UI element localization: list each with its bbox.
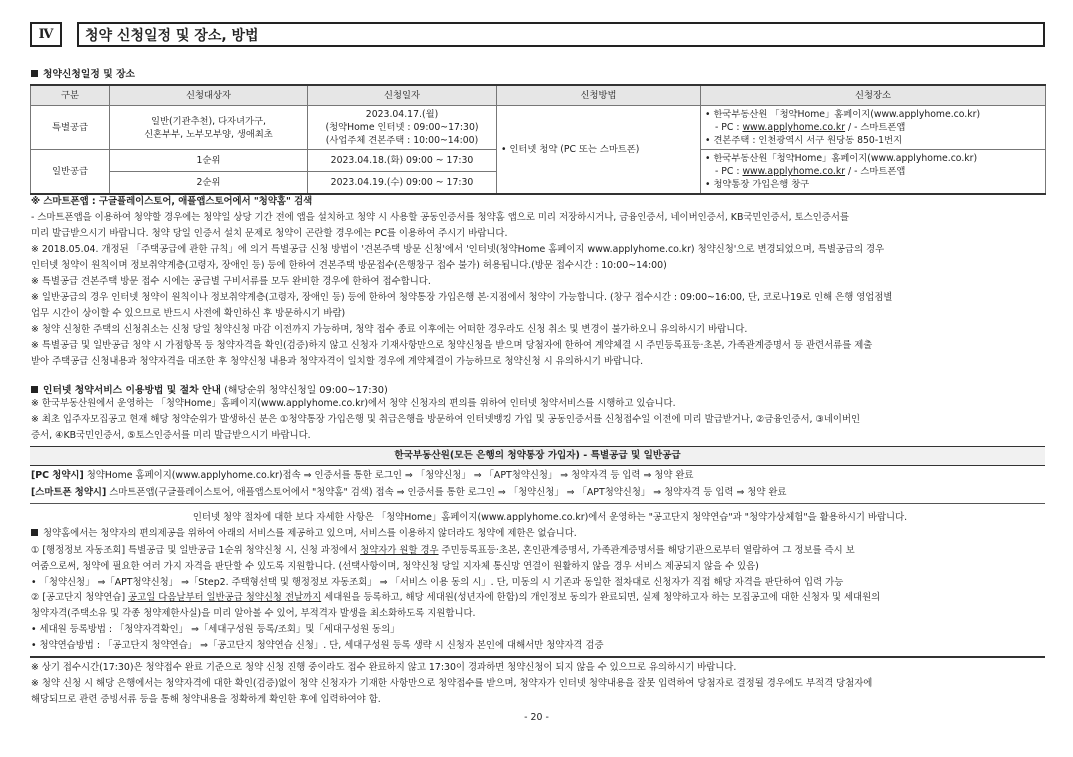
note-line: ※ 특별공급 및 일반공급 청약 시 가점항목 등 청약자격을 확인(검증)하지 않고 신청자 기재사항만으로 청약신청을 받으며 당첨자에 한하여 계약체결 시 주민등록표등·초본, 가족관계증명서 등 관련서류를 제출	[31, 340, 873, 351]
general-supply-label: 일반공급	[31, 150, 110, 194]
section-title-box	[77, 22, 1045, 47]
service-line: 여줌으로써, 청약에 필요한 여러 가지 자격을 판단할 수 있도록 지원합니다. (선택사항이며, 청약신청 당일 지자체 통신망 연결이 원활하지 않을 경우 서비스 제공되지 않을 수 있음)	[31, 561, 759, 572]
section-number: Ⅳ	[38, 27, 54, 42]
service-line: 청약자격(주택소유 및 각종 청약제한사실)을 미리 알아볼 수 있어, 부적격자 발생을 최소화하도록 지원합니다.	[31, 608, 476, 619]
internet-service-heading: 인터넷 청약서비스 이용방법 및 절차 안내 (해당순위 청약신청일 09:00~17:30)	[31, 382, 388, 396]
note-line: - 스마트폰앱을 이용하여 청약할 경우에는 청약일 상당 기간 전에 앱을 설치하고 청약 시 사용할 공동인증서를 청약홈 앱으로 미리 저장하시거나, 금융인증서, 네이버인증서, KB국민인증서, 토스인증서를	[31, 212, 849, 223]
pc-procedure: [PC 청약시] 청약Home 홈페이지(www.applyhome.co.kr)접속 ⇒ 인증서를 통한 로그인 ⇒ 「청약신청」 ⇒ 「APT청약신청」 ⇒ 청약자격 등 입력 ⇒ 청약 완료	[31, 470, 694, 481]
note-line: ※ 한국부동산원에서 운영하는 「청약Home」홈페이지(www.applyhome.co.kr)에서 청약 신청자의 편의를 위하여 인터넷 청약서비스를 시행하고 있습니다.	[31, 398, 676, 409]
service-line: • 청약연습방법 : 「공고단지 청약연습」 ⇒「공고단지 청약연습 신청」. 단, 세대구성원 등록 생략 시 신청자 본인에 대해서만 청약자격 검증	[31, 640, 604, 651]
service-line: • 「청약신청」 ⇒「APT청약신청」 ⇒「Step2. 주택형선택 및 행정정보 자동조회」 ⇒ 「서비스 이용 동의 시」. 단, 미동의 시 기존과 동일한 절차대로 신청자가 직접 해당 자격을 판단하여 입력 가능	[31, 577, 844, 588]
note-line: 업무 시간이 상이할 수 있으므로 반드시 사전에 확인하신 후 방문하시기 바람)	[31, 308, 346, 319]
section-number-box	[30, 22, 62, 47]
table-header-cell: 신청방법	[497, 85, 701, 106]
section-title: 청약 신청일정 및 장소, 방법	[85, 27, 259, 44]
table-header-cell: 구분	[31, 85, 110, 106]
service-item: ② [공고단지 청약연습] 공고일 다음날부터 일반공급 청약신청 전날까지 세대원을 등록하고, 해당 세대원(성년자에 한함)의 개인정보 동의가 완료되면, 실제 청약하고자 하는 모집공고에 대한 신청자 및 세대원의	[31, 592, 881, 603]
special-target-cell: 일반(기관추천), 다자녀가구, 신혼부부, 노부모부양, 생애최초	[110, 106, 308, 150]
rank2-date: 2023.04.19.(수) 09:00 ~ 17:30	[308, 172, 497, 194]
rank1-target: 1순위	[110, 150, 308, 172]
schedule-table	[30, 84, 1046, 195]
method-cell: • 인터넷 청약 (PC 또는 스마트폰)	[497, 106, 701, 194]
final-note: ※ 상기 접수시간(17:30)은 청약접수 완료 기준으로 청약 신청 진행 중이라도 접수 완료하지 않고 17:30이 경과하면 청약신청이 되지 않을 수 있으므로 유의하시기 바랍니다.	[31, 662, 737, 673]
note-line: ※ 청약 신청한 주택의 신청취소는 신청 당일 청약신청 마감 이전까지 가능하며, 청약 접수 종료 이후에는 어떠한 경우라도 신청 취소 및 변경이 불가하오니 유의하시기 바랍니다.	[31, 324, 748, 335]
square-bullet-icon	[31, 70, 38, 77]
rank1-date: 2023.04.18.(화) 09:00 ~ 17:30	[308, 150, 497, 172]
special-place-cell: • 한국부동산원 「청약Home」홈페이지(www.applyhome.co.kr) - PC : www.applyhome.co.kr / - 스마트폰앱 • 견본주택 : 인천광역시 서구 원당동 850-1번지	[701, 106, 1046, 150]
square-bullet-icon	[31, 529, 38, 536]
final-note: 해당되므로 관련 증빙서류 등을 통해 청약내용을 정확하게 확인한 후에 입력하여야 함.	[31, 694, 381, 705]
smartphone-procedure: [스마트폰 청약시] 스마트폰앱(구글플레이스토어, 애플앱스토어에서 "청약홈" 검색) 접속 ⇒ 인증서를 통한 로그인 ⇒ 「청약신청」 ⇒ 「APT청약신청」 ⇒ 청약자격 등 입력 ⇒ 청약 완료	[31, 487, 787, 498]
note-line: 미리 발급받으시기 바랍니다. 청약 당일 인증서 설치 문제로 청약이 곤란할 경우에는 PC를 이용하여 주시기 바랍니다.	[31, 228, 508, 239]
page-number: - 20 -	[524, 712, 549, 723]
general-place-cell: • 한국부동산원「청약Home」홈페이지(www.applyhome.co.kr) - PC : www.applyhome.co.kr / - 스마트폰앱 • 청약통장 가입은행 창구	[701, 150, 1046, 194]
service-line: • 세대원 등록방법 : 「청약자격확인」 ⇒「세대구성원 등록/조회」및「세대구성원 동의」	[31, 624, 400, 635]
note-line: 인터넷 청약이 원칙이며 정보취약계층(고령자, 장애인 등) 등에 한하여 견본주택 방문접수(은행창구 접수 불가) 허용됩니다.(방문 접수시간 : 10:00~14:00)	[31, 260, 667, 271]
procedure-band: 한국부동산원(모든 은행의 청약통장 가입자) - 특별공급 및 일반공급	[30, 446, 1045, 466]
applyhome-link[interactable]: www.applyhome.co.kr	[742, 122, 846, 133]
divider	[30, 656, 1045, 658]
square-bullet-icon	[31, 386, 38, 393]
divider	[30, 503, 1045, 504]
applyhome-link[interactable]: www.applyhome.co.kr	[742, 165, 846, 177]
table-header-cell: 신청장소	[701, 85, 1046, 106]
table-header-cell: 신청일자	[308, 85, 497, 106]
special-date-cell: 2023.04.17.(월) (청약Home 인터넷 : 09:00~17:30) (사업주체 견본주택 : 10:00~14:00)	[308, 106, 497, 150]
note-line: 받아 주택공급 신청내용과 청약자격을 대조한 후 청약신청 내용과 청약자격이 일치할 경우에 계약체결이 가능하므로 청약신청 시 유의하시기 바랍니다.	[31, 356, 644, 367]
procedure-note: 인터넷 청약 절차에 대한 보다 자세한 사항은 「청약Home」홈페이지(www.applyhome.co.kr)에서 운영하는 "공고단지 청약연습"과 "청약가상체험"을 활용하시기 바랍니다.	[192, 512, 908, 523]
note-line: ※ 최초 입주자모집공고 현재 해당 청약순위가 발생하신 분은 ①청약통장 가입은행 및 취급은행을 방문하여 인터넷뱅킹 가입 및 공동인증서를 신청접수일 이전에 미리 발급받거나, ②금융인증서, ③네이버인	[31, 414, 861, 425]
note-line: ※ 특별공급 견본주택 방문 접수 시에는 공급별 구비서류를 모두 완비한 경우에 한하여 접수합니다.	[31, 276, 431, 287]
note-line: 증서, ④KB국민인증서, ⑤토스인증서를 미리 발급받으시기 바랍니다.	[31, 430, 311, 441]
note-line: ※ 스마트폰앱 : 구글플레이스토어, 애플앱스토어에서 "청약홈" 검색	[31, 196, 313, 207]
rank2-target: 2순위	[110, 172, 308, 194]
schedule-heading: 청약신청일정 및 장소	[31, 66, 135, 80]
note-line: ※ 2018.05.04. 개정된 「주택공급에 관한 규칙」에 의거 특별공급 신청 방법이 '견본주택 방문 신청'에서 '인터넷(청약Home 홈페이지 www.applyhome.co.kr) 청약신청'으로 변경되었으며, 특별공급의 경우	[31, 244, 885, 255]
services-heading: 청약홈에서는 청약자의 편의제공을 위하여 아래의 서비스를 제공하고 있으며, 서비스를 이용하지 않더라도 청약에 제한은 없습니다.	[31, 526, 577, 542]
note-line: ※ 일반공급의 경우 인터넷 청약이 원칙이나 정보취약계층(고령자, 장애인 등) 등에 한하여 청약통장 가입은행 본·지점에서 청약이 가능합니다. (창구 접수시간 : 09:00~16:00, 단, 코로나19로 인해 은행 영업점별	[31, 292, 893, 303]
service-item: ① [행정정보 자동조회] 특별공급 및 일반공급 1순위 청약신청 시, 신청 과정에서 청약자가 원할 경우 주민등록표등·초본, 혼인관계증명서, 가족관계증명서를 해당기관으로부터 열람하여 그 정보를 즉시 보	[31, 545, 855, 556]
table-header-cell: 신청대상자	[110, 85, 308, 106]
final-note: ※ 청약 신청 시 해당 은행에서는 청약자격에 대한 확인(검증)없이 청약 신청자가 기재한 사항만으로 청약접수를 받으며, 청약자가 인터넷 청약내용을 잘못 입력하여 당첨자로 결정될 경우에도 부적격 당첨자에	[31, 678, 873, 689]
special-supply-label: 특별공급	[31, 106, 110, 150]
